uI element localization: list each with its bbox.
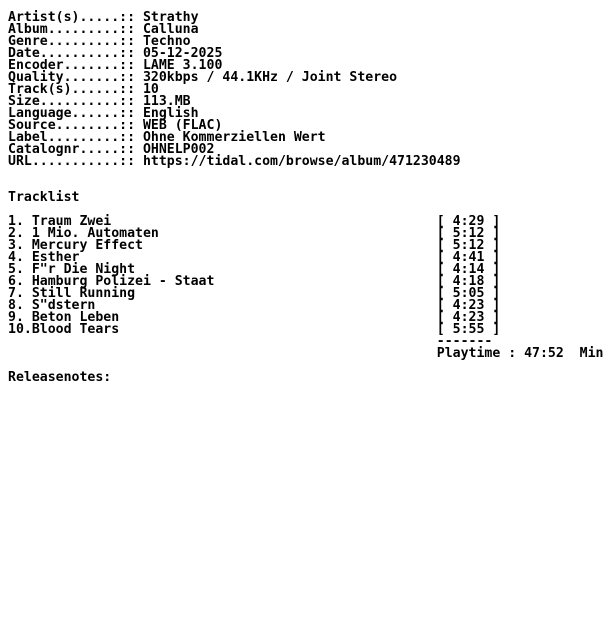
track-time: [ 5:12 ]: [436, 238, 501, 253]
info-key: Album.........::: [8, 22, 143, 37]
info-key: Artist(s).....::: [8, 10, 143, 25]
track-title: Beton Leben: [31, 310, 120, 325]
track-time: [ 5:05 ]: [436, 286, 501, 301]
separator: -------: [436, 334, 493, 349]
track-time: [ 4:14 ]: [436, 262, 501, 277]
track-number: 7.: [8, 286, 32, 301]
info-key: URL...........::: [8, 154, 143, 169]
info-key: Size..........::: [8, 94, 143, 109]
track-time: [ 4:41 ]: [436, 250, 501, 265]
info-key: Genre.........::: [8, 34, 143, 49]
track-time: [ 4:23 ]: [436, 298, 501, 313]
track-title: Still Running: [31, 286, 136, 301]
track-number: 10.: [8, 322, 32, 337]
track-title: Mercury Effect: [31, 238, 143, 253]
tracklist-heading-text: Tracklist: [8, 190, 80, 205]
info-key: Encoder.......::: [8, 58, 143, 73]
track-title: 1 Mio. Automaten: [31, 226, 159, 241]
blank-line: [8, 168, 603, 180]
track-title: Esther: [31, 250, 80, 265]
track-number: 2.: [8, 226, 32, 241]
info-value: English: [142, 106, 199, 121]
track-title: Traum Zwei: [31, 214, 112, 229]
info-key: Source........::: [8, 118, 143, 133]
track-time: [ 5:12 ]: [436, 226, 501, 241]
releasenotes-heading: [8, 372, 603, 384]
info-value: 10: [142, 82, 159, 97]
nfo-text: [8, 12, 603, 384]
info-value: 113.MB: [142, 94, 191, 109]
track-title: Blood Tears: [31, 322, 120, 337]
playtime-row: [8, 348, 603, 360]
info-value: https://tidal.com/browse/album/471230489: [142, 154, 461, 169]
info-value: 05-12-2025: [142, 46, 223, 61]
track-time: [ 4:23 ]: [436, 310, 501, 325]
track-number: 4.: [8, 250, 32, 265]
releasenotes-heading-text: Releasenotes:: [8, 370, 112, 385]
info-key: Track(s)......::: [8, 82, 143, 97]
track-time: [ 4:18 ]: [436, 274, 501, 289]
track-title: F"r Die Night: [31, 262, 136, 277]
track-number: 5.: [8, 262, 32, 277]
track-title: Hamburg Polizei - Staat: [31, 274, 215, 289]
spacer: [8, 346, 437, 361]
info-key: Catalognr.....::: [8, 142, 143, 157]
info-key: Language......::: [8, 106, 143, 121]
track-number: 1.: [8, 214, 32, 229]
info-value: Techno: [142, 34, 191, 49]
info-value: Ohne Kommerziellen Wert: [142, 130, 326, 145]
track-time: [ 5:55 ]: [436, 322, 501, 337]
track-number: 9.: [8, 310, 32, 325]
tracklist-heading: [8, 192, 603, 204]
info-row: [8, 156, 603, 168]
track-number: 6.: [8, 274, 32, 289]
blank-line: [8, 180, 603, 192]
info-key: Label.........::: [8, 130, 143, 145]
info-key: Quality.......::: [8, 70, 143, 85]
info-value: OHNELP002: [142, 142, 215, 157]
info-value: WEB (FLAC): [142, 118, 223, 133]
info-value: Calluna: [142, 22, 199, 37]
track-time: [ 4:29 ]: [436, 214, 501, 229]
info-value: Strathy: [142, 10, 199, 25]
info-key: Date..........::: [8, 46, 143, 61]
track-number: 8.: [8, 298, 32, 313]
track-title: S"dstern: [31, 298, 96, 313]
info-value: LAME 3.100: [142, 58, 223, 73]
playtime: Playtime : 47:52 Min: [436, 346, 604, 361]
info-value: 320kbps / 44.1KHz / Joint Stereo: [142, 70, 398, 85]
track-number: 3.: [8, 238, 32, 253]
